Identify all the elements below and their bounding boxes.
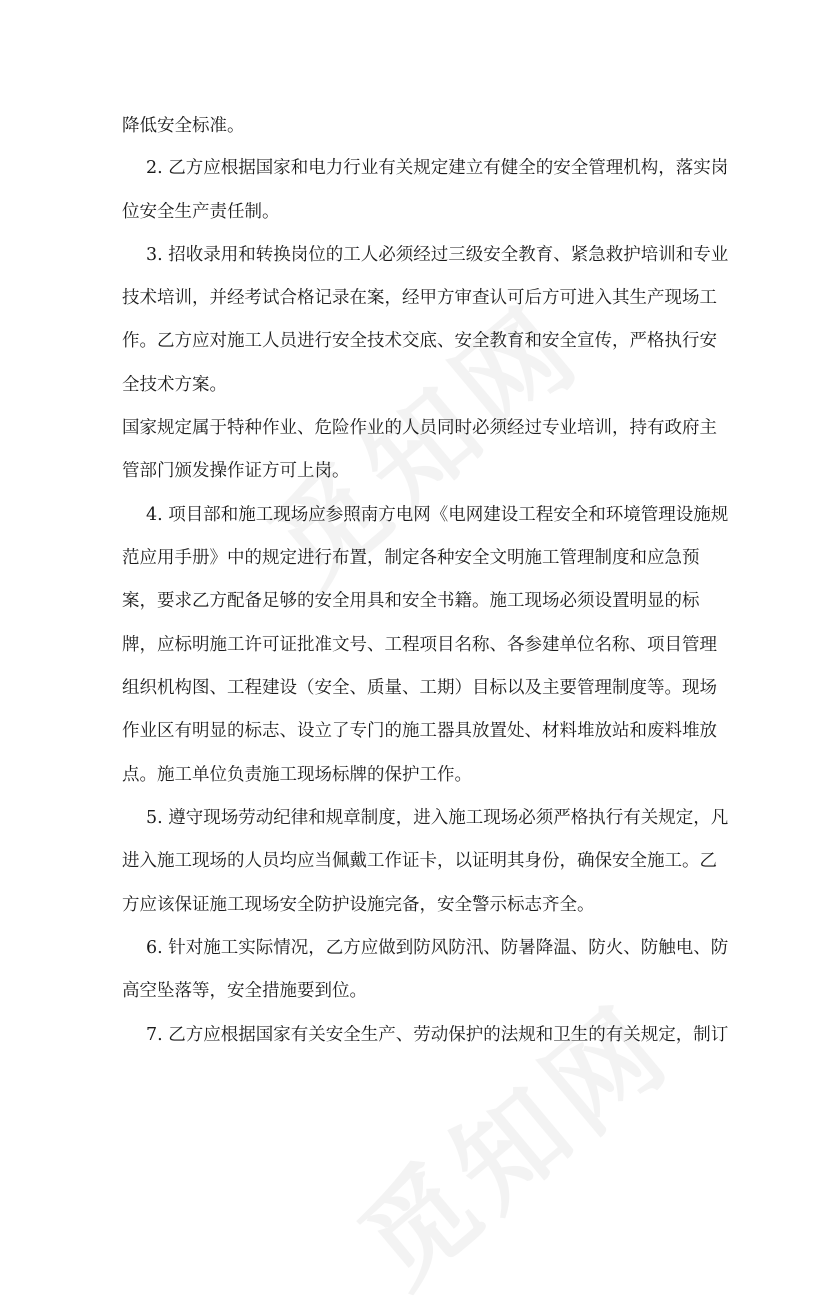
text-line: 国家规定属于特种作业、危险作业的人员同时必须经过专业培训，持有政府主 — [122, 418, 717, 438]
text-line: 案，要求乙方配备足够的安全用具和安全书籍。施工现场必须设置明显的标 — [122, 591, 700, 611]
text-line: 2. 乙方应根据国家和电力行业有关规定建立有健全的安全管理机构，落实岗 — [146, 158, 729, 178]
text-line: 作。乙方应对施工人员进行安全技术交底、安全教育和安全宣传，严格执行安 — [122, 331, 717, 351]
text-line: 技术培训，并经考试合格记录在案，经甲方审查认可后方可进入其生产现场工 — [122, 288, 717, 308]
text-line: 管部门颁发操作证方可上岗。 — [122, 461, 350, 481]
text-line: 4. 项目部和施工现场应参照南方电网《电网建设工程安全和环境管理设施规 — [146, 505, 729, 525]
text-line: 方应该保证施工现场安全防护设施完备，安全警示标志齐全。 — [122, 895, 595, 915]
text-line: 降低安全标准。 — [122, 116, 245, 136]
text-line: 作业区有明显的标志、设立了专门的施工器具放置处、材料堆放站和废料堆放 — [122, 721, 717, 741]
text-line: 全技术方案。 — [122, 375, 227, 395]
text-line: 进入施工现场的人员均应当佩戴工作证卡，以证明其身份，确保安全施工。乙 — [122, 851, 717, 871]
text-line: 6. 针对施工实际情况，乙方应做到防风防汛、防暑降温、防火、防触电、防 — [146, 938, 729, 958]
text-line: 位安全生产责任制。 — [122, 202, 280, 222]
text-line: 3. 招收录用和转换岗位的工人必须经过三级安全教育、紧急救护培训和专业 — [146, 245, 729, 265]
watermark — [321, 963, 698, 1315]
text-line: 高空坠落等，安全措施要到位。 — [122, 981, 367, 1001]
text-line: 范应用手册》中的规定进行布置，制定各种安全文明施工管理制度和应急预 — [122, 548, 700, 568]
text-line: 5. 遵守现场劳动纪律和规章制度，进入施工现场必须严格执行有关规定，凡 — [146, 808, 729, 828]
text-line: 7. 乙方应根据国家有关安全生产、劳动保护的法规和卫生的有关规定，制订 — [146, 1025, 729, 1045]
text-line: 点。施工单位负责施工现场标牌的保护工作。 — [122, 765, 472, 785]
text-line: 牌，应标明施工许可证批准文号、工程项目名称、各参建单位名称、项目管理 — [122, 635, 717, 655]
text-line: 组织机构图、工程建设（安全、质量、工期）目标以及主要管理制度等。现场 — [122, 678, 717, 698]
